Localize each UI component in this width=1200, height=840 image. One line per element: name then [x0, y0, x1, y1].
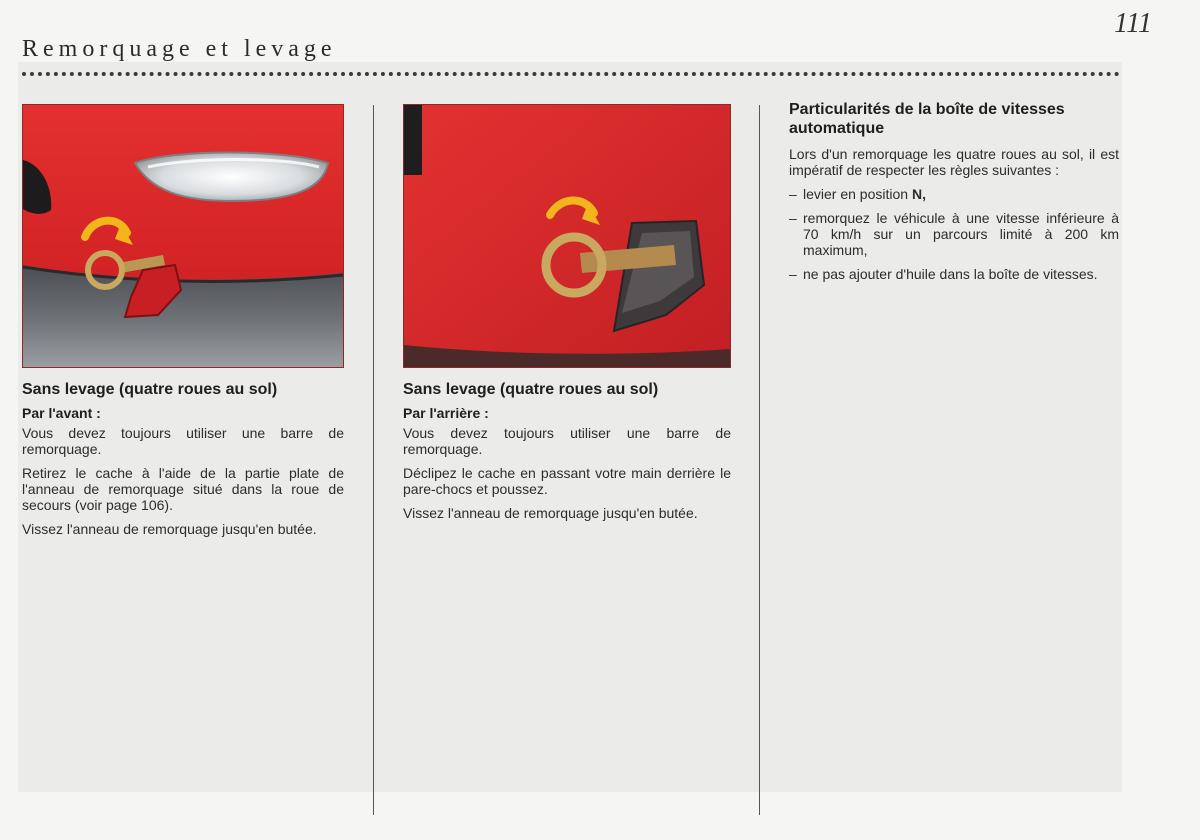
gearbox-intro: Lors d'un remorquage les quatre roues au sol, il est impératif de respecter les règles suivantes : [789, 146, 1119, 178]
rear-paragraph-3: Vissez l'anneau de remorquage jusqu'en butée. [403, 505, 698, 521]
gearbox-rule-1-bold: N, [911, 186, 926, 202]
automatic-gearbox-section [789, 100, 1119, 290]
rear-section-title: Sans levage (quatre roues au sol) [403, 381, 659, 398]
rear-towing-photo [403, 104, 731, 368]
column-divider-1 [373, 105, 374, 815]
header-divider [22, 72, 1120, 76]
gearbox-rules-list [789, 186, 1119, 282]
gearbox-section-title: Particularités de la boîte de vitesses automatique [789, 101, 1065, 137]
front-paragraph-2: Retirez le cache à l'aide de la partie plate de l'anneau de remorquage situé dans la roue de secours (voir page 106). [22, 465, 344, 513]
gearbox-rule-3: – ne pas ajouter d'huile dans la boîte de vitesses. [789, 266, 1119, 282]
front-paragraph-3: Vissez l'anneau de remorquage jusqu'en butée. [22, 521, 317, 537]
rear-paragraph-2: Déclipez le cache en passant votre main derrière le pare-chocs et poussez. [403, 465, 731, 497]
front-paragraph-1: Vous devez toujours utiliser une barre de remorquage. [22, 425, 344, 457]
gearbox-rule-2: – remorquez le véhicule à une vitesse inférieure à 70 km/h sur un parcours limité à 200 km maximum, [789, 210, 1119, 258]
front-section-title: Sans levage (quatre roues au sol) [22, 381, 278, 398]
front-towing-section [22, 380, 344, 545]
page-title: Remorquage et levage [22, 36, 337, 62]
front-section-subtitle: Par l'avant : [22, 405, 101, 421]
rear-towing-illustration [404, 105, 730, 367]
gearbox-rule-1 [789, 186, 1119, 202]
rear-towing-section [403, 380, 731, 529]
front-towing-photo [22, 104, 344, 368]
gearbox-rule-1-text: levier en position [803, 186, 912, 202]
column-divider-2 [759, 105, 760, 815]
rear-section-subtitle: Par l'arrière : [403, 405, 489, 421]
page-number: 111 [1114, 8, 1152, 39]
front-towing-illustration [23, 105, 343, 367]
rear-paragraph-1: Vous devez toujours utiliser une barre de remorquage. [403, 425, 731, 457]
